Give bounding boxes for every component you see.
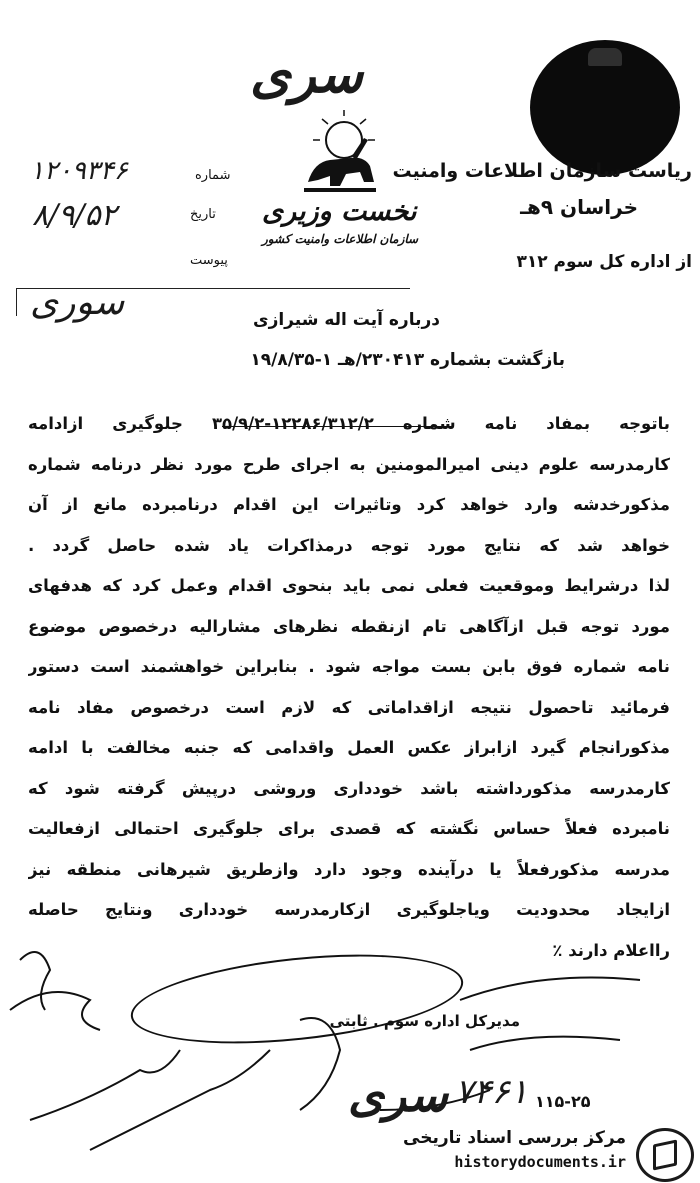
watermark-url: historydocuments.ir [454,1153,626,1171]
body-line: مذکورانجام گیرد ازابراز عکس العمل واقدامی که جنبه مخالفت با ادامه [28,738,670,757]
body-line: کارمدرسه علوم دینی امیرالمومنین به اجرای طرح مورد نظر درنامه شماره [28,454,670,474]
body-line: کارمدرسه مذکورداشته باشد خودداری وروشی درپیش گرفته شود که [28,778,670,798]
watermark-text: مرکز بررسی اسناد تاریخی [403,1128,626,1148]
body-line: مذکورخدشه وارد خواهد کرد وتاثیرات این اقدام درنامبرده مانع از آن [28,495,670,514]
subject-handwritten: سوری [30,282,125,323]
body-line: مورد توجه قبل ازآگاهی تام ازنقطه نظرهای مشارالیه درخصوص موضوع [28,616,670,636]
handwritten-number: ۷۴۶۱ [455,1072,529,1112]
body-line: لذا درشرایط وموقعیت فعلی نمی باید بنحوی اقدام وعمل کرد که هدفهای [28,576,670,595]
header-department-line: از اداره کل سوم ۳۱۲ [516,252,692,272]
attachment-label: پیوست [190,253,228,268]
classification-top: سری [250,44,363,105]
number-label: شماره [195,168,231,183]
number-value: ۱۲۰۹۳۴۶ [30,156,128,186]
body-line: مدرسه مذکورفعلاً یا درآینده وجود دارد وازطریق شیرهانی منطقه نیز [28,859,670,879]
body-line: باتوجه بمفاد نامه شماره ۱۲۲۸۶/۳۱۲/۲-۳۵/۹/۲ جلوگیری ازادامه [28,414,670,433]
body-line: ازایجاد محدودیت ویاجلوگیری ازکارمدرسه خودداری ونتایج حاصله [28,900,670,919]
watermark-logo-icon [636,1128,694,1182]
subject-line: درباره آیت اله شیرازی [252,310,440,330]
date-label: تاریخ [190,207,216,222]
header-org-line: ریاست سازمان اطلاعات وامنیت [392,160,692,182]
body-line: فرمائید تاحصول نتیجه ازاقداماتی که لازم است درخصوص مفاد نامه [28,697,670,717]
classification-bottom: سری [348,1068,448,1122]
signatory-line: مدیرکل اداره سوم . ثابتی [329,1012,520,1030]
header-province-line: خراسان ۹هـ [520,195,638,219]
body-line: خواهد شد که نتایج مورد توجه درمذاکرات یاد شده حاصل گردد . [28,535,670,555]
pm-office-title: نخست وزیری [262,196,417,227]
reference-line: بازگشت بشماره ۲۳۰۴۱۳/هـ ۱-۱۹/۸/۳۵ [250,350,565,370]
date-value: ۸/۹/۵۲ [32,198,117,233]
body-line: نامه شماره فوق بابن بست مواجه شود . بنابراین خواهشمند است دستور [28,657,670,676]
body-line: رااعلام دارند ٪ [552,940,670,960]
file-number: ۱۱۵-۲۵ [535,1092,591,1111]
body-line: نامبرده فعلاً حساس نگشته که قصدی برای جلوگیری احتمالی ازفعالیت [28,819,670,838]
organization-name: سازمان اطلاعات وامنیت کشور [262,232,419,246]
